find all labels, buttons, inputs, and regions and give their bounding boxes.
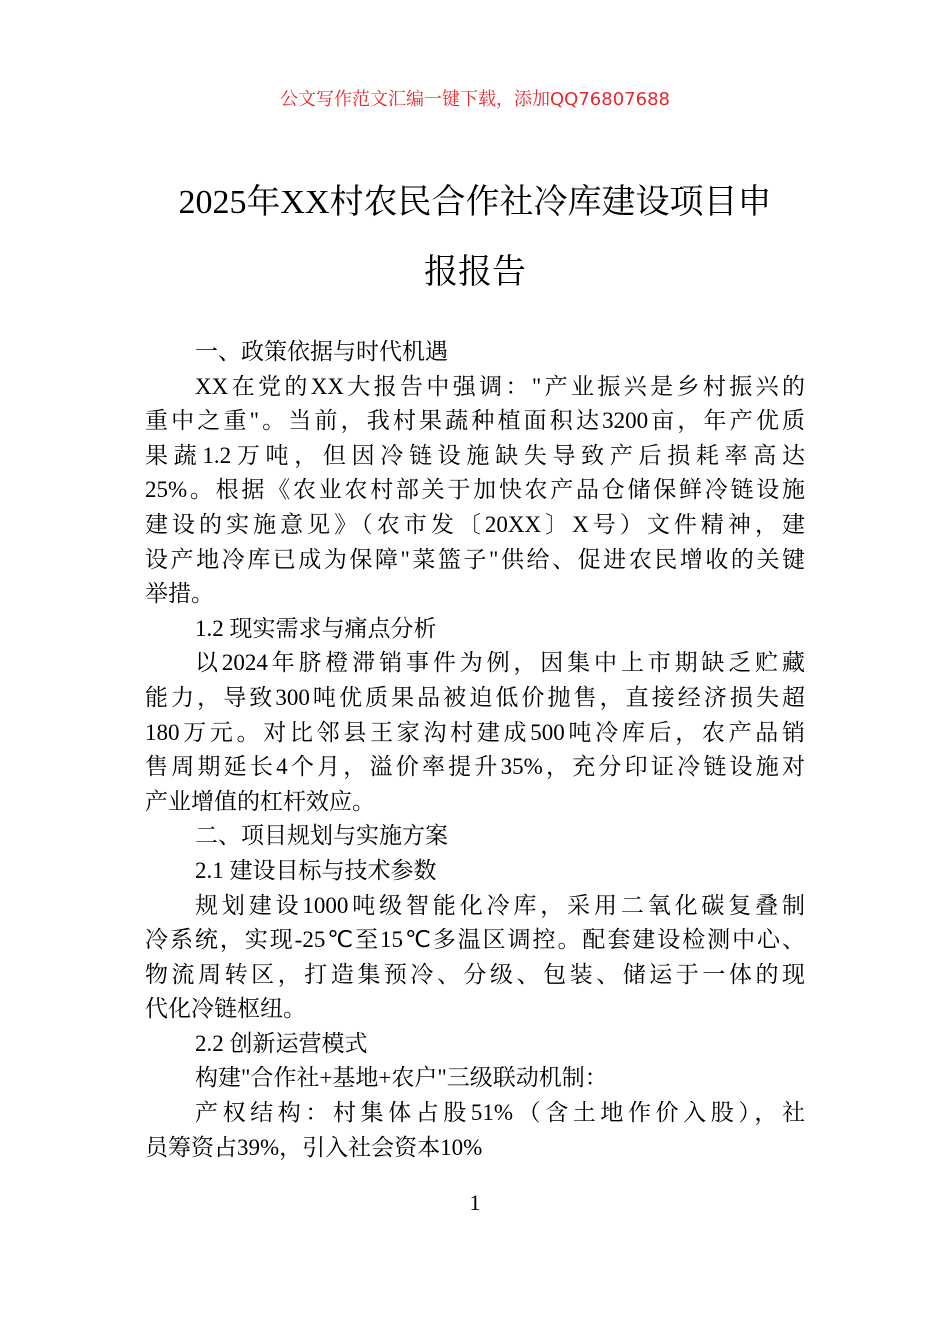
text-line: 建设的实施意见》（农市发〔20XX〕X号）文件精神，建 [145,511,805,537]
text-line: 2.2 创新运营模式 [195,1030,368,1056]
document-title-line-1: 2025年XX村农民合作社冷库建设项目申 [178,184,772,221]
text-line: 规划建设1000吨级智能化冷库，采用二氧化碳复叠制 [195,892,805,918]
text-line: 售周期延长4个月，溢价率提升35%，充分印证冷链设施对 [145,754,805,780]
text-line: 构建"合作社+基地+农户"三级联动机制： [195,1065,608,1091]
text-line: 二、项目规划与实施方案 [195,823,448,849]
text-line: XX在党的XX大报告中强调："产业振兴是乡村振兴的 [195,373,805,399]
text-line: 180万元。对比邻县王家沟村建成500吨冷库后，农产品销 [145,719,805,745]
text-line: 以2024年脐橙滞销事件为例，因集中上市期缺乏贮藏 [195,650,805,676]
text-line: 25%。根据《农业农村部关于加快农产品仓储保鲜冷链设施 [145,477,805,503]
text-line: 重中之重"。当前，我村果蔬种植面积达3200亩，年产优质 [145,408,805,434]
text-line: 产权结构：村集体占股51%（含土地作价入股），社 [195,1100,805,1126]
text-line: 设产地冷库已成为保障"菜篮子"供给、促进农民增收的关键 [145,546,805,572]
text-line: 果蔬1.2万吨，但因冷链设施缺失导致产后损耗率高达 [145,442,805,468]
text-line: 代化冷链枢纽。 [145,996,306,1022]
text-line: 员筹资占39%，引入社会资本10% [145,1134,483,1160]
text-line: 2.1 建设目标与技术参数 [195,857,437,883]
text-line: 冷系统，实现-25℃至15℃多温区调控。配套建设检测中心、 [145,927,805,953]
document-title-line-2: 报报告 [424,254,526,291]
document-body [145,335,805,1165]
page-number: 1 [469,1190,481,1215]
download-banner-link[interactable]: 公文写作范文汇编一键下载，添加QQ76807688 [280,89,670,110]
text-line: 举措。 [145,581,214,607]
text-line: 物流周转区，打造集预冷、分级、包装、储运于一体的现 [145,961,805,987]
text-line: 能力，导致300吨优质果品被迫低价抛售，直接经济损失超 [145,684,805,710]
text-line: 一、政策依据与时代机遇 [195,339,448,364]
text-line: 1.2 现实需求与痛点分析 [195,615,437,641]
text-line: 产业增值的杠杆效应。 [145,788,375,814]
